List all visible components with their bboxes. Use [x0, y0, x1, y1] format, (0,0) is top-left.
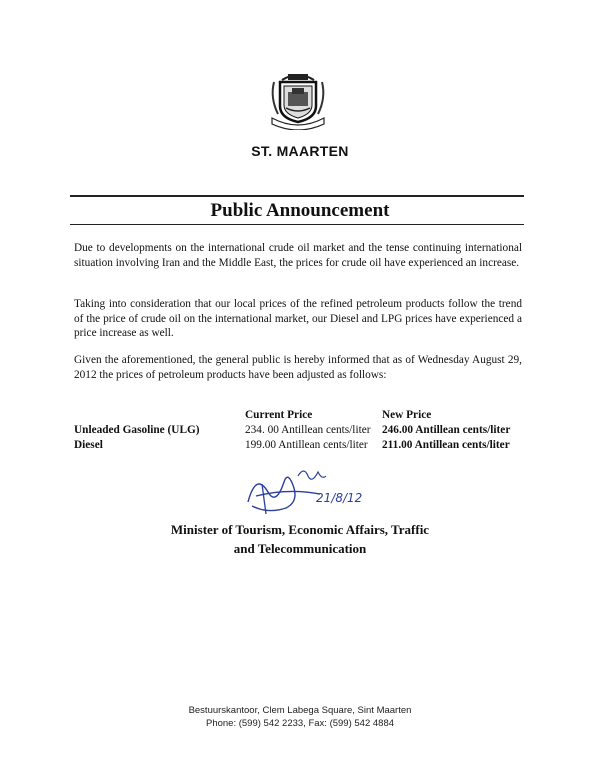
new-price: 246.00 Antillean cents/liter: [382, 424, 511, 436]
table-row: [74, 423, 534, 438]
footer-address: Bestuurskantoor, Clem Labega Square, Sint Maarten: [188, 705, 412, 716]
handwritten-signature: [228, 462, 378, 520]
signatory-line-1: Minister of Tourism, Economic Affairs, Traffic: [170, 522, 430, 537]
footer: [0, 704, 600, 730]
table-row: [74, 438, 534, 453]
product-name: Diesel: [74, 439, 103, 451]
price-table: [74, 408, 534, 453]
current-price: 199.00 Antillean cents/liter: [245, 439, 368, 451]
organization-name: ST. MAARTEN: [251, 143, 349, 159]
header-new-price: New Price: [382, 409, 432, 421]
footer-contact: Phone: (599) 542 2233, Fax: (599) 542 4884: [205, 718, 395, 729]
paragraph-crude-oil: Due to developments on the international crude oil market and the tense continuing international situation involving Iran and the Middle East, the prices for crude oil have experienced an increase.: [74, 242, 522, 269]
new-price: 211.00 Antillean cents/liter: [382, 439, 510, 451]
signatory-title: [0, 520, 600, 558]
header-current-price: Current Price: [245, 409, 313, 421]
coat-of-arms-icon: [268, 68, 328, 130]
title-rule-bottom: [70, 224, 524, 225]
product-name: Unleaded Gasoline (ULG): [74, 424, 200, 436]
signature-date: 21/8/12: [316, 491, 363, 505]
signatory-line-2: and Telecommunication: [233, 541, 367, 556]
paragraph-adjustment-notice: Given the aforementioned, the general public is hereby informed that as of Wednesday August 29, 2012 the prices of petroleum products have been adjusted as follows:: [74, 354, 522, 381]
price-table-header: [74, 408, 534, 423]
page-title: Public Announcement: [210, 200, 390, 221]
paragraph-local-prices: Taking into consideration that our local prices of the refined petroleum products follow the trend of the price of crude oil on the international market, our Diesel and LPG prices have experienced a price increase as well.: [74, 298, 522, 339]
current-price: 234. 00 Antillean cents/liter: [245, 424, 371, 436]
title-rule-top: [70, 195, 524, 197]
